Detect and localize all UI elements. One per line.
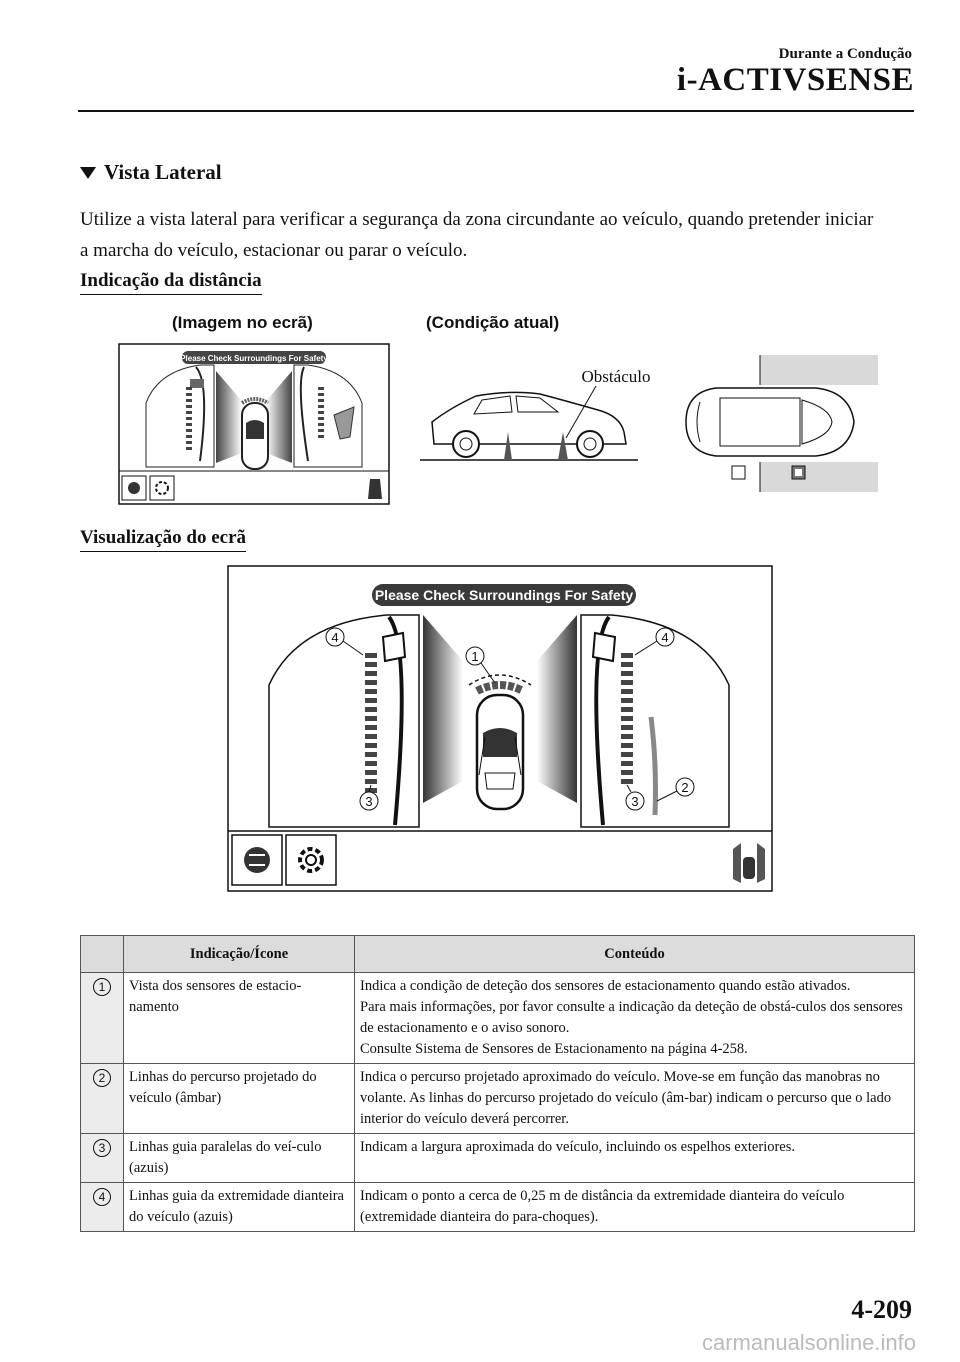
section-title: i-ACTIVSENSE [676, 62, 914, 98]
callout-1: 1 [471, 649, 479, 664]
info-table [80, 935, 915, 1232]
large-banner-text: Please Check Surroundings For Safety [374, 587, 634, 603]
callout-3-right: 3 [631, 794, 639, 809]
screen-display-large [227, 565, 773, 892]
row-number: 4 [93, 1188, 111, 1206]
table-row [81, 1064, 915, 1134]
callout-2: 2 [681, 780, 689, 795]
table-row [81, 1183, 915, 1232]
chapter-title: Durante a Condução [778, 46, 912, 62]
row-content: Indicam a largura aproximada do veículo, incluindo os espelhos exteriores. [355, 1134, 915, 1183]
callout-3-left: 3 [365, 794, 373, 809]
row-content: Indicam o ponto a cerca de 0,25 m de distância da extremidade dianteira do veículo (extremidade dianteira do para-choques). [355, 1183, 915, 1232]
row-item: Linhas guia paralelas do veí-culo (azuis) [124, 1134, 355, 1183]
row-content: Indica o percurso projetado aproximado do veículo. Move-se em função das manobras no volante. As linhas do percurso projetado do veículo (âm-bar) indicam o percurso que o lado interior do veículo deverá percorrer. [355, 1064, 915, 1134]
subsection-heading [80, 160, 222, 185]
row-number: 3 [93, 1139, 111, 1157]
table-row [81, 973, 915, 1064]
page-number: 4-209 [851, 1295, 912, 1324]
table-header-row [81, 936, 915, 973]
distance-heading: Indicação da distância [80, 270, 262, 295]
row-number: 1 [93, 978, 111, 996]
header-rule [78, 110, 914, 112]
row-item: Linhas guia da extremidade dianteira do veículo (azuis) [124, 1183, 355, 1232]
table-header-content: Conteúdo [355, 936, 915, 973]
triangle-down-icon [80, 167, 96, 179]
table-row [81, 1134, 915, 1183]
footer-watermark: carmanualsonline.info [701, 1330, 916, 1355]
obstacle-label: Obstáculo [581, 367, 651, 386]
row-item: Vista dos sensores de estacio-namento [124, 973, 355, 1064]
callout-4-right: 4 [661, 630, 669, 645]
table-header-num [81, 936, 124, 973]
intro-paragraph: Utilize a vista lateral para verificar a segurança da zona circundante ao veículo, quando pretender iniciar a marcha do veículo, estacionar ou parar o veículo. [80, 209, 874, 261]
screen-image-small [118, 343, 390, 505]
callout-4-left: 4 [331, 630, 339, 645]
row-item: Linhas do percurso projetado do veículo (âmbar) [124, 1064, 355, 1134]
small-banner-text: Please Check Surroundings For Safety [180, 354, 328, 363]
caption-screen: (Imagem no ecrã) [172, 313, 313, 332]
actual-condition-diagram [420, 352, 880, 497]
row-content: Indica a condição de deteção dos sensores de estacionamento quando estão ativados. Para mais informações, por favor consulte a indicação da deteção de obstá-culos dos sensores de estacionamento e o aviso sonoro. Consulte Sistema de Sensores de Estacionamento na página 4-258. [355, 973, 915, 1064]
subsection-title: Vista Lateral [104, 160, 222, 184]
display-heading: Visualização do ecrã [80, 527, 246, 552]
table-header-item: Indicação/Ícone [124, 936, 355, 973]
caption-actual: (Condição atual) [426, 313, 560, 332]
row-number: 2 [93, 1069, 111, 1087]
